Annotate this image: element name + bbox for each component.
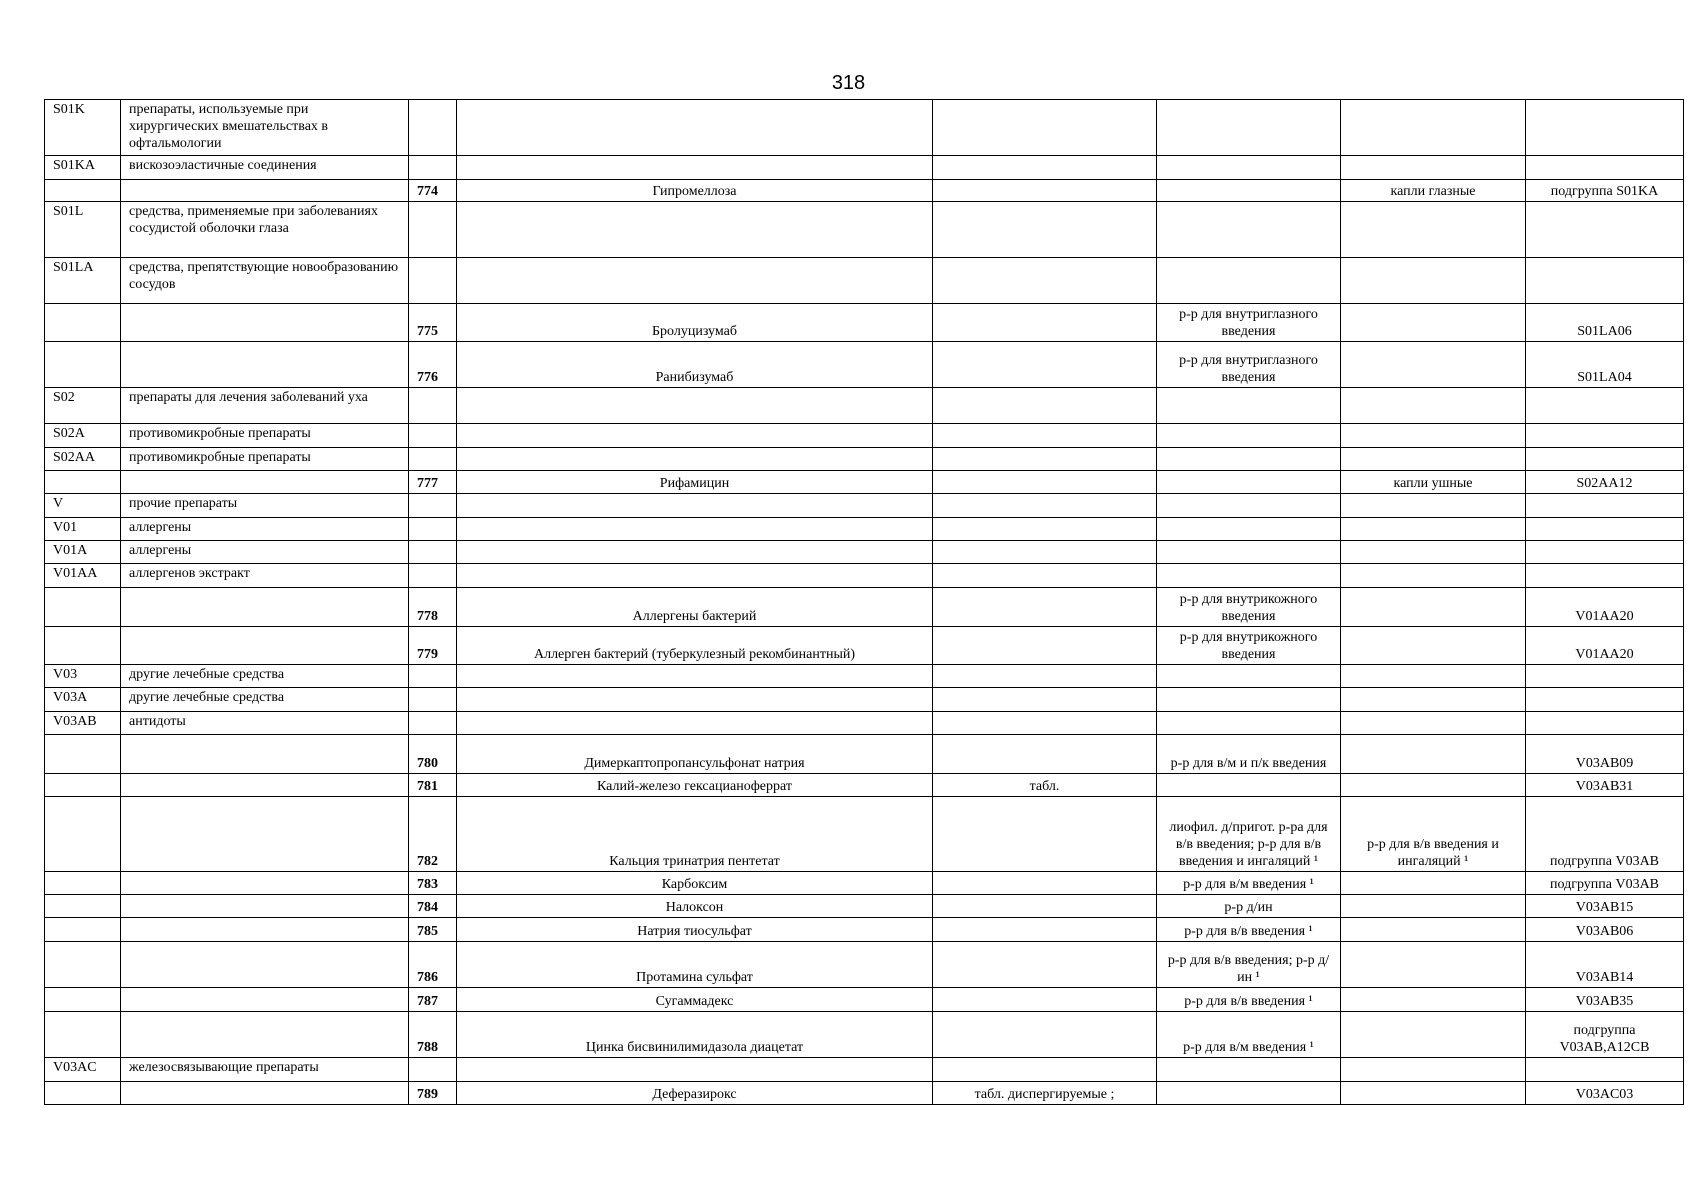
atc-subgroup-cell xyxy=(1526,712,1684,735)
injection-form-cell: р-р для в/м введения ¹ xyxy=(1157,872,1341,895)
atc-subgroup-cell xyxy=(1526,424,1684,448)
atc-subgroup-cell xyxy=(1526,518,1684,541)
other-form-cell xyxy=(1341,918,1526,942)
atc-subgroup-cell: V03AC03 xyxy=(1526,1082,1684,1105)
injection-form-cell xyxy=(1157,518,1341,541)
table-row xyxy=(45,156,1684,180)
group-name-cell: вискозоэластичные соединения xyxy=(121,156,409,180)
table-row xyxy=(45,202,1684,258)
group-name-cell xyxy=(121,627,409,665)
atc-subgroup-cell: V01AA20 xyxy=(1526,627,1684,665)
injection-form-cell: р-р д/ин xyxy=(1157,895,1341,918)
atc-subgroup-cell xyxy=(1526,388,1684,424)
drug-name-cell: Калий-железо гексацианоферрат xyxy=(457,774,933,797)
dosage-form-cell xyxy=(933,588,1157,627)
group-name-cell: аллергенов экстракт xyxy=(121,564,409,588)
row-number-cell xyxy=(409,258,457,304)
table-row xyxy=(45,872,1684,895)
table-row xyxy=(45,735,1684,774)
table-row xyxy=(45,588,1684,627)
injection-form-cell: лиофил. д/пригот. р-ра для в/в введения; р-р для в/в введения и ингаляций ¹ xyxy=(1157,797,1341,872)
group-name-cell xyxy=(121,735,409,774)
atc-subgroup-cell: подгруппа V03AB,A12CB xyxy=(1526,1012,1684,1058)
other-form-cell xyxy=(1341,424,1526,448)
injection-form-cell xyxy=(1157,388,1341,424)
atc-subgroup-cell: V03AB09 xyxy=(1526,735,1684,774)
atc-code-cell xyxy=(45,588,121,627)
drug-name-cell: Протамина сульфат xyxy=(457,942,933,988)
atc-subgroup-cell xyxy=(1526,100,1684,156)
group-name-cell xyxy=(121,774,409,797)
dosage-form-cell xyxy=(933,342,1157,388)
drug-name-cell xyxy=(457,202,933,258)
injection-form-cell xyxy=(1157,774,1341,797)
atc-code-cell: S01KA xyxy=(45,156,121,180)
group-name-cell: противомикробные препараты xyxy=(121,424,409,448)
other-form-cell xyxy=(1341,665,1526,688)
other-form-cell xyxy=(1341,774,1526,797)
dosage-form-cell xyxy=(933,564,1157,588)
injection-form-cell xyxy=(1157,156,1341,180)
row-number-cell xyxy=(409,388,457,424)
row-number-cell xyxy=(409,665,457,688)
dosage-form-cell xyxy=(933,424,1157,448)
other-form-cell xyxy=(1341,304,1526,342)
atc-subgroup-cell xyxy=(1526,448,1684,471)
atc-code-cell: V03A xyxy=(45,688,121,712)
atc-code-cell xyxy=(45,918,121,942)
atc-code-cell xyxy=(45,627,121,665)
injection-form-cell xyxy=(1157,448,1341,471)
row-number-cell: 781 xyxy=(409,774,457,797)
injection-form-cell xyxy=(1157,541,1341,564)
page-number: 318 xyxy=(831,72,866,94)
drug-name-cell: Карбоксим xyxy=(457,872,933,895)
row-number-cell: 783 xyxy=(409,872,457,895)
atc-subgroup-cell: S01LA06 xyxy=(1526,304,1684,342)
drug-name-cell: Бролуцизумаб xyxy=(457,304,933,342)
row-number-cell xyxy=(409,1058,457,1082)
table-row xyxy=(45,918,1684,942)
other-form-cell xyxy=(1341,564,1526,588)
dosage-form-cell xyxy=(933,627,1157,665)
atc-code-cell: S02 xyxy=(45,388,121,424)
atc-subgroup-cell: S01LA04 xyxy=(1526,342,1684,388)
dosage-form-cell: табл. xyxy=(933,774,1157,797)
other-form-cell xyxy=(1341,342,1526,388)
atc-subgroup-cell: V03AB15 xyxy=(1526,895,1684,918)
drug-name-cell: Налоксон xyxy=(457,895,933,918)
other-form-cell xyxy=(1341,1058,1526,1082)
group-name-cell xyxy=(121,895,409,918)
row-number-cell xyxy=(409,688,457,712)
other-form-cell xyxy=(1341,518,1526,541)
table-row xyxy=(45,1058,1684,1082)
row-number-cell xyxy=(409,712,457,735)
dosage-form-cell xyxy=(933,688,1157,712)
table-row xyxy=(45,258,1684,304)
atc-subgroup-cell xyxy=(1526,541,1684,564)
table-row xyxy=(45,627,1684,665)
row-number-cell xyxy=(409,448,457,471)
dosage-form-cell xyxy=(933,258,1157,304)
row-number-cell xyxy=(409,100,457,156)
injection-form-cell: р-р для внутриглазного введения xyxy=(1157,304,1341,342)
atc-code-cell xyxy=(45,735,121,774)
table-row xyxy=(45,942,1684,988)
drug-name-cell: Гипромеллоза xyxy=(457,180,933,202)
other-form-cell xyxy=(1341,1012,1526,1058)
drug-name-cell: Деферазирокс xyxy=(457,1082,933,1105)
atc-subgroup-cell xyxy=(1526,156,1684,180)
atc-subgroup-cell: V01AA20 xyxy=(1526,588,1684,627)
injection-form-cell xyxy=(1157,424,1341,448)
atc-code-cell: S01LA xyxy=(45,258,121,304)
table-row xyxy=(45,100,1684,156)
group-name-cell: средства, препятствующие новообразованию сосудов xyxy=(121,258,409,304)
injection-form-cell: р-р для внутриглазного введения xyxy=(1157,342,1341,388)
table-row xyxy=(45,471,1684,494)
table-row xyxy=(45,342,1684,388)
atc-code-cell xyxy=(45,1082,121,1105)
atc-code-cell: V01 xyxy=(45,518,121,541)
atc-code-cell: V01AA xyxy=(45,564,121,588)
atc-subgroup-cell: V03AB31 xyxy=(1526,774,1684,797)
table-row xyxy=(45,494,1684,518)
other-form-cell xyxy=(1341,541,1526,564)
drug-name-cell: Кальция тринатрия пентетат xyxy=(457,797,933,872)
atc-code-cell xyxy=(45,988,121,1012)
dosage-form-cell xyxy=(933,518,1157,541)
dosage-form-cell xyxy=(933,202,1157,258)
drug-name-cell: Сугаммадекс xyxy=(457,988,933,1012)
atc-code-cell: V03AC xyxy=(45,1058,121,1082)
injection-form-cell: р-р для внутрикожного введения xyxy=(1157,627,1341,665)
group-name-cell: другие лечебные средства xyxy=(121,665,409,688)
injection-form-cell xyxy=(1157,202,1341,258)
table-row xyxy=(45,304,1684,342)
group-name-cell: антидоты xyxy=(121,712,409,735)
injection-form-cell: р-р для в/в введения ¹ xyxy=(1157,918,1341,942)
other-form-cell xyxy=(1341,988,1526,1012)
dosage-form-cell xyxy=(933,388,1157,424)
table-row xyxy=(45,541,1684,564)
table-row xyxy=(45,712,1684,735)
dosage-form-cell xyxy=(933,471,1157,494)
other-form-cell xyxy=(1341,1082,1526,1105)
group-name-cell xyxy=(121,1082,409,1105)
other-form-cell xyxy=(1341,735,1526,774)
other-form-cell xyxy=(1341,388,1526,424)
drug-name-cell: Рифамицин xyxy=(457,471,933,494)
group-name-cell xyxy=(121,918,409,942)
atc-code-cell: S01L xyxy=(45,202,121,258)
injection-form-cell xyxy=(1157,471,1341,494)
drug-name-cell xyxy=(457,688,933,712)
row-number-cell: 776 xyxy=(409,342,457,388)
group-name-cell xyxy=(121,304,409,342)
atc-subgroup-cell xyxy=(1526,494,1684,518)
other-form-cell: капли глазные xyxy=(1341,180,1526,202)
drug-name-cell xyxy=(457,494,933,518)
dosage-form-cell xyxy=(933,156,1157,180)
dosage-form-cell xyxy=(933,942,1157,988)
dosage-form-cell xyxy=(933,180,1157,202)
atc-code-cell xyxy=(45,797,121,872)
row-number-cell: 777 xyxy=(409,471,457,494)
atc-subgroup-cell xyxy=(1526,665,1684,688)
row-number-cell: 775 xyxy=(409,304,457,342)
dosage-form-cell xyxy=(933,988,1157,1012)
dosage-form-cell xyxy=(933,448,1157,471)
group-name-cell xyxy=(121,797,409,872)
atc-subgroup-cell: V03AB06 xyxy=(1526,918,1684,942)
other-form-cell xyxy=(1341,942,1526,988)
other-form-cell xyxy=(1341,872,1526,895)
drug-name-cell xyxy=(457,424,933,448)
drug-name-cell xyxy=(457,258,933,304)
table-row xyxy=(45,564,1684,588)
atc-code-cell: V03 xyxy=(45,665,121,688)
atc-subgroup-cell: подгруппа V03AB xyxy=(1526,797,1684,872)
drug-name-cell xyxy=(457,388,933,424)
group-name-cell xyxy=(121,471,409,494)
drug-name-cell xyxy=(457,518,933,541)
injection-form-cell xyxy=(1157,1082,1341,1105)
row-number-cell xyxy=(409,202,457,258)
injection-form-cell: р-р для внутрикожного введения xyxy=(1157,588,1341,627)
row-number-cell: 779 xyxy=(409,627,457,665)
dosage-form-cell xyxy=(933,1058,1157,1082)
injection-form-cell xyxy=(1157,180,1341,202)
atc-code-cell xyxy=(45,180,121,202)
atc-subgroup-cell: подгруппа V03AB xyxy=(1526,872,1684,895)
group-name-cell: препараты, используемые при хирургических вмешательствах в офтальмологии xyxy=(121,100,409,156)
injection-form-cell: р-р для в/м введения ¹ xyxy=(1157,1012,1341,1058)
group-name-cell xyxy=(121,988,409,1012)
table-row xyxy=(45,448,1684,471)
row-number-cell: 774 xyxy=(409,180,457,202)
dosage-form-cell: табл. диспергируемые ; xyxy=(933,1082,1157,1105)
table-row xyxy=(45,665,1684,688)
atc-subgroup-cell: подгруппа S01KA xyxy=(1526,180,1684,202)
row-number-cell: 780 xyxy=(409,735,457,774)
row-number-cell: 778 xyxy=(409,588,457,627)
dosage-form-cell xyxy=(933,735,1157,774)
atc-code-cell xyxy=(45,342,121,388)
group-name-cell: другие лечебные средства xyxy=(121,688,409,712)
injection-form-cell: р-р для в/м и п/к введения xyxy=(1157,735,1341,774)
dosage-form-cell xyxy=(933,100,1157,156)
injection-form-cell xyxy=(1157,494,1341,518)
group-name-cell: аллергены xyxy=(121,541,409,564)
drug-name-cell xyxy=(457,100,933,156)
dosage-form-cell xyxy=(933,304,1157,342)
atc-subgroup-cell xyxy=(1526,258,1684,304)
atc-subgroup-cell: S02AA12 xyxy=(1526,471,1684,494)
dosage-form-cell xyxy=(933,494,1157,518)
drug-name-cell: Цинка бисвинилимидазола диацетат xyxy=(457,1012,933,1058)
row-number-cell: 786 xyxy=(409,942,457,988)
row-number-cell: 782 xyxy=(409,797,457,872)
atc-subgroup-cell xyxy=(1526,564,1684,588)
other-form-cell xyxy=(1341,100,1526,156)
row-number-cell xyxy=(409,541,457,564)
group-name-cell: средства, применяемые при заболеваниях сосудистой оболочки глаза xyxy=(121,202,409,258)
table-row xyxy=(45,518,1684,541)
row-number-cell: 788 xyxy=(409,1012,457,1058)
injection-form-cell xyxy=(1157,665,1341,688)
other-form-cell xyxy=(1341,494,1526,518)
atc-code-cell: S01K xyxy=(45,100,121,156)
other-form-cell xyxy=(1341,156,1526,180)
drug-registry-table xyxy=(44,99,1684,1105)
drug-name-cell xyxy=(457,712,933,735)
other-form-cell xyxy=(1341,588,1526,627)
group-name-cell: противомикробные препараты xyxy=(121,448,409,471)
dosage-form-cell xyxy=(933,872,1157,895)
row-number-cell xyxy=(409,564,457,588)
dosage-form-cell xyxy=(933,895,1157,918)
row-number-cell xyxy=(409,518,457,541)
table-row xyxy=(45,988,1684,1012)
table-row xyxy=(45,688,1684,712)
drug-name-cell: Димеркаптопропансульфонат натрия xyxy=(457,735,933,774)
atc-subgroup-cell: V03AB35 xyxy=(1526,988,1684,1012)
other-form-cell xyxy=(1341,202,1526,258)
dosage-form-cell xyxy=(933,1012,1157,1058)
injection-form-cell xyxy=(1157,712,1341,735)
other-form-cell xyxy=(1341,627,1526,665)
group-name-cell xyxy=(121,342,409,388)
row-number-cell xyxy=(409,156,457,180)
other-form-cell xyxy=(1341,448,1526,471)
injection-form-cell xyxy=(1157,100,1341,156)
drug-name-cell xyxy=(457,665,933,688)
injection-form-cell xyxy=(1157,688,1341,712)
injection-form-cell xyxy=(1157,564,1341,588)
injection-form-cell: р-р для в/в введения; р-р д/ин ¹ xyxy=(1157,942,1341,988)
row-number-cell: 784 xyxy=(409,895,457,918)
drug-name-cell xyxy=(457,541,933,564)
other-form-cell xyxy=(1341,712,1526,735)
atc-code-cell xyxy=(45,872,121,895)
group-name-cell xyxy=(121,872,409,895)
table-row xyxy=(45,1082,1684,1105)
drug-name-cell: Аллерген бактерий (туберкулезный рекомбинантный) xyxy=(457,627,933,665)
atc-code-cell: V03AB xyxy=(45,712,121,735)
atc-code-cell: V xyxy=(45,494,121,518)
dosage-form-cell xyxy=(933,712,1157,735)
atc-subgroup-cell xyxy=(1526,688,1684,712)
table-row xyxy=(45,1012,1684,1058)
group-name-cell xyxy=(121,180,409,202)
row-number-cell: 789 xyxy=(409,1082,457,1105)
row-number-cell xyxy=(409,494,457,518)
drug-name-cell: Ранибизумаб xyxy=(457,342,933,388)
dosage-form-cell xyxy=(933,541,1157,564)
atc-code-cell xyxy=(45,1012,121,1058)
drug-name-cell: Аллергены бактерий xyxy=(457,588,933,627)
group-name-cell xyxy=(121,1012,409,1058)
drug-name-cell: Натрия тиосульфат xyxy=(457,918,933,942)
atc-subgroup-cell: V03AB14 xyxy=(1526,942,1684,988)
atc-subgroup-cell xyxy=(1526,202,1684,258)
table-body xyxy=(45,100,1684,1105)
group-name-cell: препараты для лечения заболеваний уха xyxy=(121,388,409,424)
group-name-cell: аллергены xyxy=(121,518,409,541)
atc-code-cell xyxy=(45,895,121,918)
dosage-form-cell xyxy=(933,797,1157,872)
drug-name-cell xyxy=(457,564,933,588)
table-row xyxy=(45,797,1684,872)
atc-code-cell xyxy=(45,942,121,988)
atc-code-cell: S02A xyxy=(45,424,121,448)
other-form-cell xyxy=(1341,688,1526,712)
table-row xyxy=(45,180,1684,202)
other-form-cell xyxy=(1341,258,1526,304)
group-name-cell xyxy=(121,942,409,988)
table-row xyxy=(45,388,1684,424)
dosage-form-cell xyxy=(933,665,1157,688)
injection-form-cell: р-р для в/в введения ¹ xyxy=(1157,988,1341,1012)
dosage-form-cell xyxy=(933,918,1157,942)
table-row xyxy=(45,774,1684,797)
atc-code-cell xyxy=(45,471,121,494)
atc-code-cell: S02AA xyxy=(45,448,121,471)
row-number-cell: 787 xyxy=(409,988,457,1012)
table-row xyxy=(45,895,1684,918)
injection-form-cell xyxy=(1157,258,1341,304)
drug-name-cell xyxy=(457,448,933,471)
atc-code-cell: V01A xyxy=(45,541,121,564)
other-form-cell: р-р для в/в введения и ингаляций ¹ xyxy=(1341,797,1526,872)
table-row xyxy=(45,424,1684,448)
drug-name-cell xyxy=(457,1058,933,1082)
row-number-cell: 785 xyxy=(409,918,457,942)
other-form-cell xyxy=(1341,895,1526,918)
group-name-cell xyxy=(121,588,409,627)
group-name-cell: прочие препараты xyxy=(121,494,409,518)
atc-code-cell xyxy=(45,774,121,797)
group-name-cell: железосвязывающие препараты xyxy=(121,1058,409,1082)
atc-code-cell xyxy=(45,304,121,342)
atc-subgroup-cell xyxy=(1526,1058,1684,1082)
drug-name-cell xyxy=(457,156,933,180)
row-number-cell xyxy=(409,424,457,448)
injection-form-cell xyxy=(1157,1058,1341,1082)
other-form-cell: капли ушные xyxy=(1341,471,1526,494)
